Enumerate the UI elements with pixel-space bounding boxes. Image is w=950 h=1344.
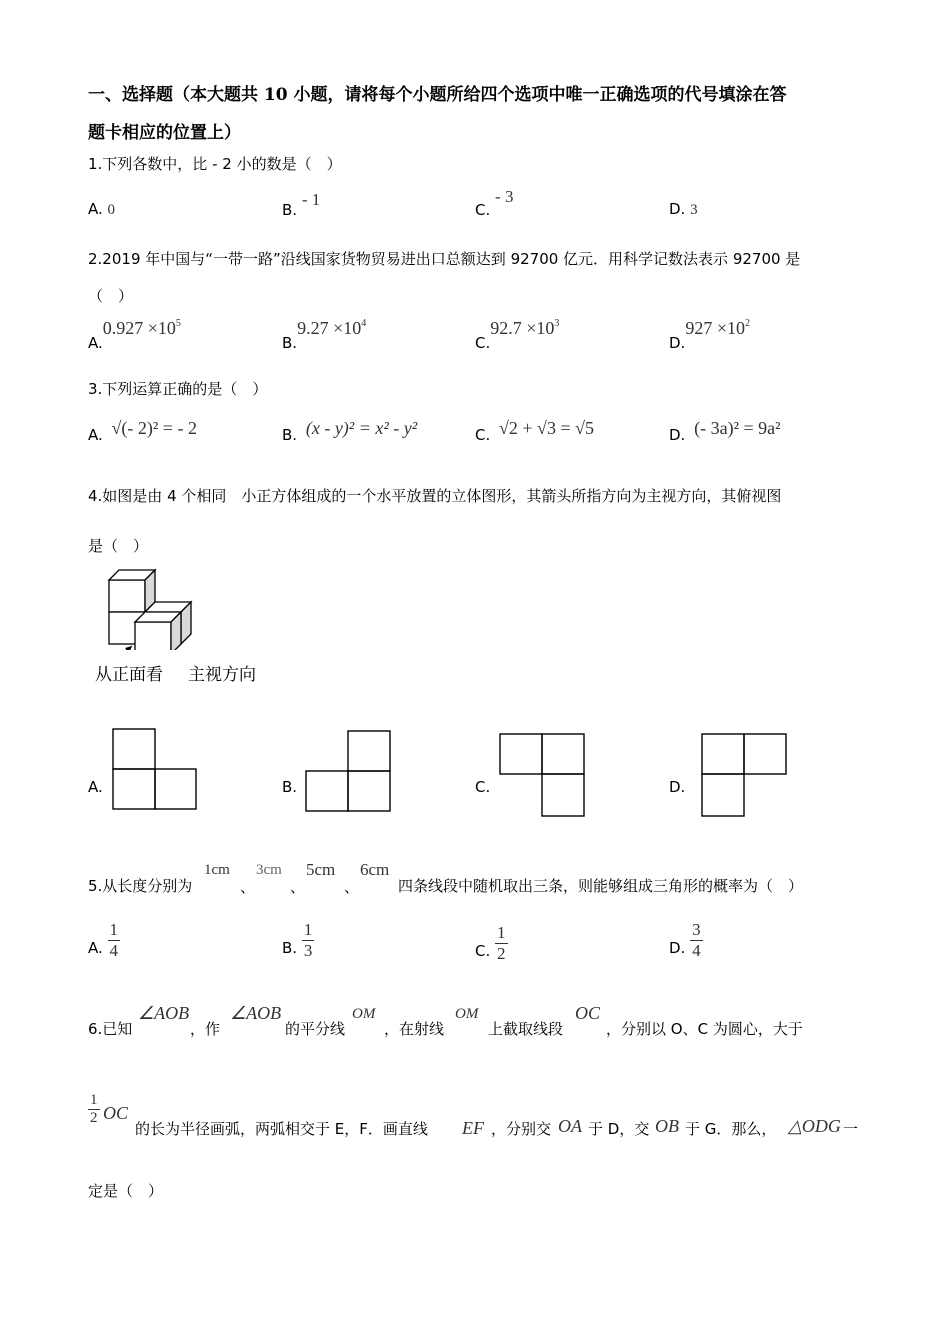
fraction-numerator: 1 xyxy=(109,920,119,939)
option-base: 92.7 ×10 xyxy=(490,318,555,338)
q6-math-om: OM xyxy=(352,1006,376,1022)
q4-option-a-figure[interactable] xyxy=(112,728,198,812)
cube-figure xyxy=(92,566,202,650)
q4-option-c-label[interactable]: C. xyxy=(475,778,491,796)
fraction-denominator: 4 xyxy=(109,941,119,960)
option-label: B. xyxy=(282,939,298,957)
option-exponent: 4 xyxy=(361,318,367,329)
q5-separator: 、 xyxy=(344,878,360,896)
option-base: 9.27 ×10 xyxy=(297,318,362,338)
q4-option-a-label[interactable]: A. xyxy=(88,778,103,796)
q4-option-b-figure[interactable] xyxy=(305,730,393,814)
q5-stem-suffix: 四条线段中随机取出三条，则能够组成三角形的概率为（ ） xyxy=(398,877,804,895)
option-fraction xyxy=(690,920,703,961)
q3-option-c[interactable] xyxy=(475,418,594,444)
figure-caption-front: 从正面看 xyxy=(95,665,163,685)
option-value: - 1 xyxy=(301,190,321,209)
q5-option-b[interactable] xyxy=(282,920,314,961)
q5-stem-prefix: 5.从长度分别为 xyxy=(88,877,193,895)
option-label: B. xyxy=(282,334,298,352)
option-fraction xyxy=(108,920,121,961)
option-label: D. xyxy=(669,939,686,957)
q2-option-c[interactable] xyxy=(475,318,560,352)
option-label: D. xyxy=(669,426,686,444)
q4-stem-line1: 4.如图是由 4 个相同 小正方体组成的一个水平放置的立体图形，其箭头所指方向为主视方向，其俯视图 xyxy=(88,487,782,505)
q3-option-d[interactable] xyxy=(669,418,781,444)
q6-text-7: 的长为半径画弧，两弧相交于 E，F．画直线 xyxy=(135,1120,428,1138)
q4-option-d-figure[interactable] xyxy=(701,733,789,819)
q6-math-oc: OC xyxy=(575,1003,601,1023)
option-value: 0 xyxy=(107,202,116,218)
q6-text-8: ，分别交 xyxy=(491,1120,552,1138)
q3-stem: 3.下列运算正确的是（ ） xyxy=(88,380,268,398)
q6-text-11: 一 xyxy=(843,1120,859,1138)
option-exponent: 2 xyxy=(744,318,750,329)
option-base: 927 ×10 xyxy=(685,318,745,338)
q2-option-b[interactable] xyxy=(282,318,367,352)
q6-math-oc-2: OC xyxy=(103,1103,129,1123)
q6-text-1: 6.已知 xyxy=(88,1020,133,1038)
q1-option-b[interactable] xyxy=(282,190,321,219)
q5-separator: 、 xyxy=(240,878,256,896)
q2-option-d[interactable] xyxy=(669,318,750,352)
q6-math-oa: OA xyxy=(558,1116,582,1136)
option-expression: √2 + √3 = √5 xyxy=(499,418,594,438)
q6-text-4: ，在射线 xyxy=(384,1020,445,1038)
option-label: B. xyxy=(282,426,298,444)
q5-length-2: 3cm xyxy=(256,862,282,878)
q6-stem-line3: 定是（ ） xyxy=(88,1182,164,1200)
q3-option-a[interactable] xyxy=(88,418,197,444)
q2-stem-line1: 2.2019 年中国与“一带一路”沿线国家货物贸易进出口总额达到 92700 亿元．用科学记数法表示 92700 是 xyxy=(88,250,801,268)
q6-math-angle-aob-2: ∠AOB xyxy=(230,1003,282,1023)
q3-option-b[interactable] xyxy=(282,418,418,444)
fraction-denominator: 2 xyxy=(90,1110,98,1126)
q6-text-5: 上截取线段 xyxy=(488,1020,564,1038)
option-fraction xyxy=(495,923,508,964)
option-expression: √(- 2)² = - 2 xyxy=(111,418,197,438)
q1-option-d[interactable] xyxy=(669,200,698,219)
q2-option-a[interactable] xyxy=(88,318,181,352)
fraction-denominator: 4 xyxy=(692,941,701,960)
option-label: B. xyxy=(282,201,298,219)
option-label: D. xyxy=(669,334,686,352)
fraction-numerator: 1 xyxy=(90,1092,98,1108)
option-label: C. xyxy=(475,426,491,444)
q4-option-d-label[interactable]: D. xyxy=(669,778,686,796)
figure-caption-direction: 主视方向 xyxy=(188,665,256,685)
option-label: C. xyxy=(475,201,491,219)
q4-option-b-label[interactable]: B. xyxy=(282,778,298,796)
q6-math-triangle-odg: △ODG xyxy=(788,1116,841,1136)
q6-math-ef: EF xyxy=(462,1118,484,1138)
option-value: 3 xyxy=(690,202,698,218)
section-title-line1: 一、选择题（本大题共 10 小题，请将每个小题所给四个选项中唯一正确选项的代号填涂在答 xyxy=(88,85,787,105)
option-exponent: 5 xyxy=(175,318,181,329)
q6-text-2: ，作 xyxy=(190,1020,221,1038)
option-label: A. xyxy=(88,334,103,352)
fraction-numerator: 1 xyxy=(303,920,313,939)
section-title-line2: 题卡相应的位置上） xyxy=(88,123,241,143)
fraction-denominator: 3 xyxy=(303,941,313,960)
q1-option-c[interactable] xyxy=(475,187,514,219)
option-exponent: 3 xyxy=(554,318,560,329)
q5-length-3: 5cm xyxy=(306,860,336,879)
q6-fraction-half xyxy=(88,1092,100,1127)
q1-option-a[interactable] xyxy=(88,200,115,219)
q5-option-d[interactable] xyxy=(669,920,703,961)
q4-stem-line2: 是（ ） xyxy=(88,537,149,555)
q4-option-c-figure[interactable] xyxy=(499,733,587,819)
q5-option-c[interactable] xyxy=(475,923,508,964)
option-label: A. xyxy=(88,939,103,957)
q6-math-om-2: OM xyxy=(455,1006,479,1022)
q2-stem-line2: （ ） xyxy=(88,287,134,305)
q6-math-ob: OB xyxy=(655,1116,679,1136)
option-expression: (x - y)² = x² - y² xyxy=(305,418,418,438)
option-label: D. xyxy=(669,200,686,218)
q5-length-1: 1cm xyxy=(204,862,230,878)
option-label: C. xyxy=(475,942,491,960)
fraction-numerator: 1 xyxy=(497,923,506,942)
q5-option-a[interactable] xyxy=(88,920,120,961)
q1-stem: 1.下列各数中，比 - 2 小的数是（ ） xyxy=(88,155,342,173)
option-label: A. xyxy=(88,426,103,444)
option-fraction xyxy=(302,920,315,961)
fraction-numerator: 3 xyxy=(692,920,701,939)
q6-text-6: ，分别以 O、C 为圆心，大于 xyxy=(606,1020,803,1038)
q6-math-angle-aob: ∠AOB xyxy=(138,1003,190,1023)
q5-separator: 、 xyxy=(290,878,306,896)
option-expression: (- 3a)² = 9a² xyxy=(694,418,781,438)
q6-text-3: 的平分线 xyxy=(285,1020,346,1038)
option-base: 0.927 ×10 xyxy=(102,318,176,338)
q5-length-4: 6cm xyxy=(360,860,390,879)
fraction-denominator: 2 xyxy=(497,944,506,963)
option-value: - 3 xyxy=(495,187,514,206)
option-label: C. xyxy=(475,334,491,352)
q6-text-10: 于 G．那么， xyxy=(685,1120,777,1138)
q6-text-9: 于 D，交 xyxy=(588,1120,650,1138)
option-label: A. xyxy=(88,200,103,218)
